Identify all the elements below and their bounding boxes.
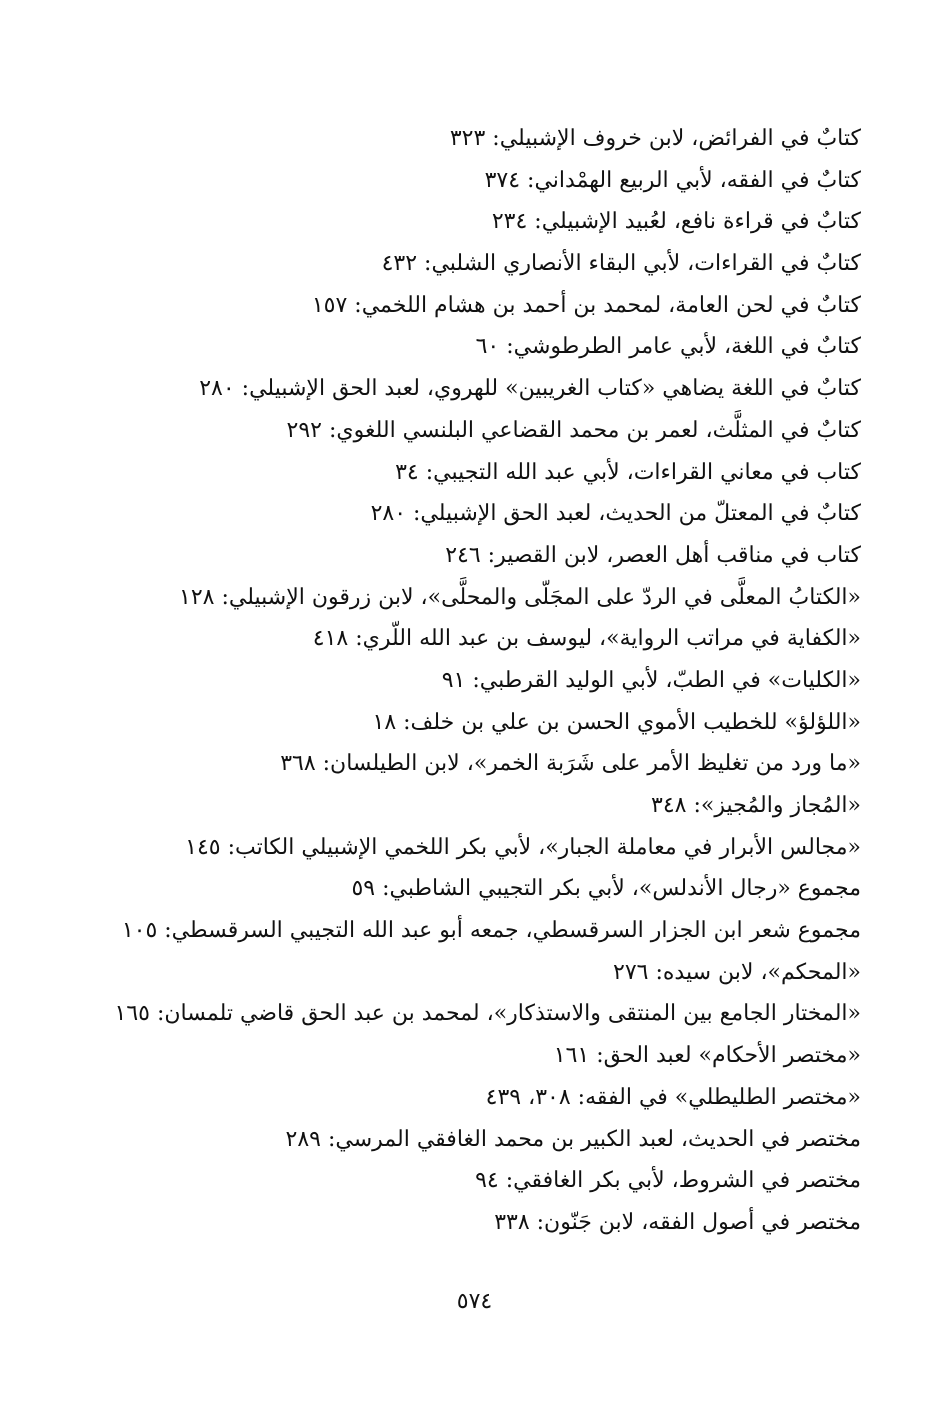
index-entry: «مجالس الأبرار في معاملة الجبار»، لأبي بكر اللخمي الإشبيلي الكاتب: ١٤٥ (185, 834, 861, 860)
index-entry: كتابٌ في اللغة، لأبي عامر الطرطوشي: ٦٠ (475, 334, 861, 360)
index-entry: كتابٌ في قراءة نافع، لعُبيد الإشبيلي: ٢٣٤ (491, 209, 861, 235)
index-entry: «مختصر الطليطلي» في الفقه: ٣٠٨، ٤٣٩ (485, 1084, 861, 1110)
index-entry: مجموع «رجال الأندلس»، لأبي بكر التجيبي الشاطبي: ٥٩ (351, 876, 861, 902)
index-entry: كتابٌ في المعتلّ من الحديث، لعبد الحق الإشبيلي: ٢٨٠ (370, 501, 861, 527)
index-entry: كتابٌ في اللغة يضاهي «كتاب الغريبين» للهروي، لعبد الحق الإشبيلي: ٢٨٠ (199, 376, 861, 402)
index-entry: كتابٌ في القراءات، لأبي البقاء الأنصاري الشلبي: ٤٣٢ (381, 251, 861, 277)
index-entry: كتاب في معاني القراءات، لأبي عبد الله التجيبي: ٣٤ (395, 459, 861, 485)
index-entry: «الكتابُ المعلَّى في الردّ على المجَلّى والمحلَّى»، لابن زرقون الإشبيلي: ١٢٨ (179, 584, 861, 610)
index-entry: مجموع شعر ابن الجزار السرقسطي، جمعه أبو عبد الله التجيبي السرقسطي: ١٠٥ (121, 918, 861, 944)
index-entry: مختصر في الحديث، لعبد الكبير بن محمد الغافقي المرسي: ٢٨٩ (285, 1126, 861, 1152)
index-entry: «المختار الجامع بين المنتقى والاستذكار»، لمحمد بن عبد الحق قاضي تلمسان: ١٦٥ (114, 1001, 861, 1027)
index-entry: «الكفاية في مراتب الرواية»، ليوسف بن عبد الله اللّري: ٤١٨ (312, 626, 861, 652)
index-entry: «الكليات» في الطبّ، لأبي الوليد القرطبي: ٩١ (441, 667, 861, 693)
index-entry: كتاب في مناقب أهل العصر، لابن القصير: ٢٤٦ (445, 542, 861, 568)
index-entry: مختصر في الشروط، لأبي بكر الغافقي: ٩٤ (475, 1168, 861, 1194)
index-entry: «مختصر الأحكام» لعبد الحق: ١٦١ (553, 1043, 861, 1069)
index-entry: «ما ورد من تغليظ الأمر على شَرَبة الخمر»، لابن الطيلسان: ٣٦٨ (280, 751, 861, 777)
index-entry: كتابٌ في الفرائض، لابن خروف الإشبيلي: ٣٢٣ (449, 126, 861, 151)
index-entries-list (101, 118, 861, 1244)
page-number: ٥٧٤ (456, 1289, 493, 1314)
index-entry: كتابٌ في الفقه، لأبي الربيع الهمْداني: ٣٧٤ (484, 167, 861, 193)
index-entry: «المُجاز والمُجيز»: ٣٤٨ (651, 793, 861, 818)
index-entry: كتابٌ في لحن العامة، لمحمد بن أحمد بن هشام اللخمي: ١٥٧ (311, 292, 861, 318)
index-entry: «اللؤلؤ» للخطيب الأموي الحسن بن علي بن خلف: ١٨ (372, 709, 861, 735)
index-entry: «المحكم»، لابن سيده: ٢٧٦ (613, 959, 861, 985)
index-entry: كتابٌ في المثلَّث، لعمر بن محمد القضاعي البلنسي اللغوي: ٢٩٢ (286, 417, 861, 443)
index-entry: مختصر في أصول الفقه، لابن جَنّون: ٣٣٨ (494, 1209, 861, 1235)
